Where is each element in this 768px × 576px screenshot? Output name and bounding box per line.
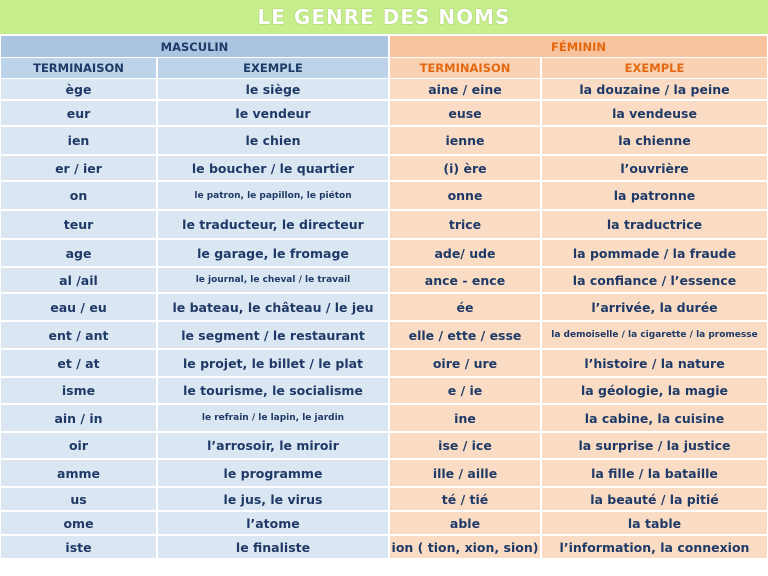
masc-ending-cell: al /ail [1,268,156,292]
fem-ending-cell: ée [390,294,540,320]
masc-ending-cell: us [1,488,156,510]
fem-ending-cell: e / ie [390,378,540,403]
masc-example-cell: le traducteur, le directeur [158,211,388,238]
fem-example-cell: la géologie, la magie [542,378,767,403]
masc-example-cell: l’atome [158,512,388,534]
fem-example-cell: la vendeuse [542,101,767,125]
feminine-header: FÉMININ [390,36,767,57]
masc-example-cell: le siège [158,79,388,99]
masc-ending-cell: er / ier [1,156,156,180]
masc-ending-cell: et / at [1,350,156,376]
masc-ending-cell: age [1,240,156,266]
fem-example-column-header: EXEMPLE [542,58,767,78]
masculine-header: MASCULIN [1,36,388,57]
masc-ending-cell: amme [1,460,156,486]
fem-example-cell: la demoiselle / la cigarette / la promesse [542,322,767,348]
masc-ending-cell: eur [1,101,156,125]
fem-ending-cell: ise / ice [390,433,540,458]
masc-ending-cell: ent / ant [1,322,156,348]
fem-ending-cell: ade/ ude [390,240,540,266]
masc-example-cell: le patron, le papillon, le piéton [158,182,388,209]
fem-ending-cell: ance - ence [390,268,540,292]
fem-example-cell: la table [542,512,767,534]
fem-example-cell: la cabine, la cuisine [542,405,767,431]
fem-ending-cell: ion ( tion, xion, sion) [390,536,540,558]
fem-ending-cell: able [390,512,540,534]
masc-ending-cell: iste [1,536,156,558]
fem-ending-cell: elle / ette / esse [390,322,540,348]
masc-ending-cell: isme [1,378,156,403]
fem-ending-cell: ille / aille [390,460,540,486]
fem-ending-cell: (i) ère [390,156,540,180]
masc-example-cell: le finaliste [158,536,388,558]
masc-example-cell: le bateau, le château / le jeu [158,294,388,320]
masc-example-cell: le segment / le restaurant [158,322,388,348]
fem-example-cell: la patronne [542,182,767,209]
masc-ending-cell: ain / in [1,405,156,431]
masc-ending-column-header: TERMINAISON [1,58,156,78]
fem-example-cell: la beauté / la pitié [542,488,767,510]
fem-example-cell: la chienne [542,127,767,154]
masc-ending-cell: ien [1,127,156,154]
masc-example-column-header: EXEMPLE [158,58,388,78]
fem-example-cell: l’information, la connexion [542,536,767,558]
fem-ending-column-header: TERMINAISON [390,58,540,78]
fem-ending-cell: ine [390,405,540,431]
masc-example-cell: le refrain / le lapin, le jardin [158,405,388,431]
fem-example-cell: la confiance / l’essence [542,268,767,292]
masc-example-cell: le vendeur [158,101,388,125]
fem-ending-cell: euse [390,101,540,125]
fem-example-cell: l’ouvrière [542,156,767,180]
fem-example-cell: la pommade / la fraude [542,240,767,266]
masc-example-cell: l’arrosoir, le miroir [158,433,388,458]
masc-example-cell: le journal, le cheval / le travail [158,268,388,292]
masc-example-cell: le programme [158,460,388,486]
fem-example-cell: l’arrivée, la durée [542,294,767,320]
masc-ending-cell: ome [1,512,156,534]
masc-ending-cell: eau / eu [1,294,156,320]
fem-ending-cell: té / tié [390,488,540,510]
fem-example-cell: l’histoire / la nature [542,350,767,376]
masc-example-cell: le boucher / le quartier [158,156,388,180]
masc-example-cell: le jus, le virus [158,488,388,510]
fem-example-cell: la fille / la bataille [542,460,767,486]
fem-ending-cell: onne [390,182,540,209]
page-title: LE GENRE DES NOMS [0,0,768,34]
fem-example-cell: la surprise / la justice [542,433,767,458]
fem-ending-cell: oire / ure [390,350,540,376]
masc-ending-cell: oir [1,433,156,458]
fem-example-cell: la traductrice [542,211,767,238]
masc-example-cell: le garage, le fromage [158,240,388,266]
masc-example-cell: le chien [158,127,388,154]
masc-ending-cell: on [1,182,156,209]
fem-ending-cell: aine / eine [390,79,540,99]
fem-ending-cell: ienne [390,127,540,154]
masc-example-cell: le projet, le billet / le plat [158,350,388,376]
masc-ending-cell: teur [1,211,156,238]
fem-example-cell: la douzaine / la peine [542,79,767,99]
fem-ending-cell: trice [390,211,540,238]
masc-ending-cell: ège [1,79,156,99]
masc-example-cell: le tourisme, le socialisme [158,378,388,403]
